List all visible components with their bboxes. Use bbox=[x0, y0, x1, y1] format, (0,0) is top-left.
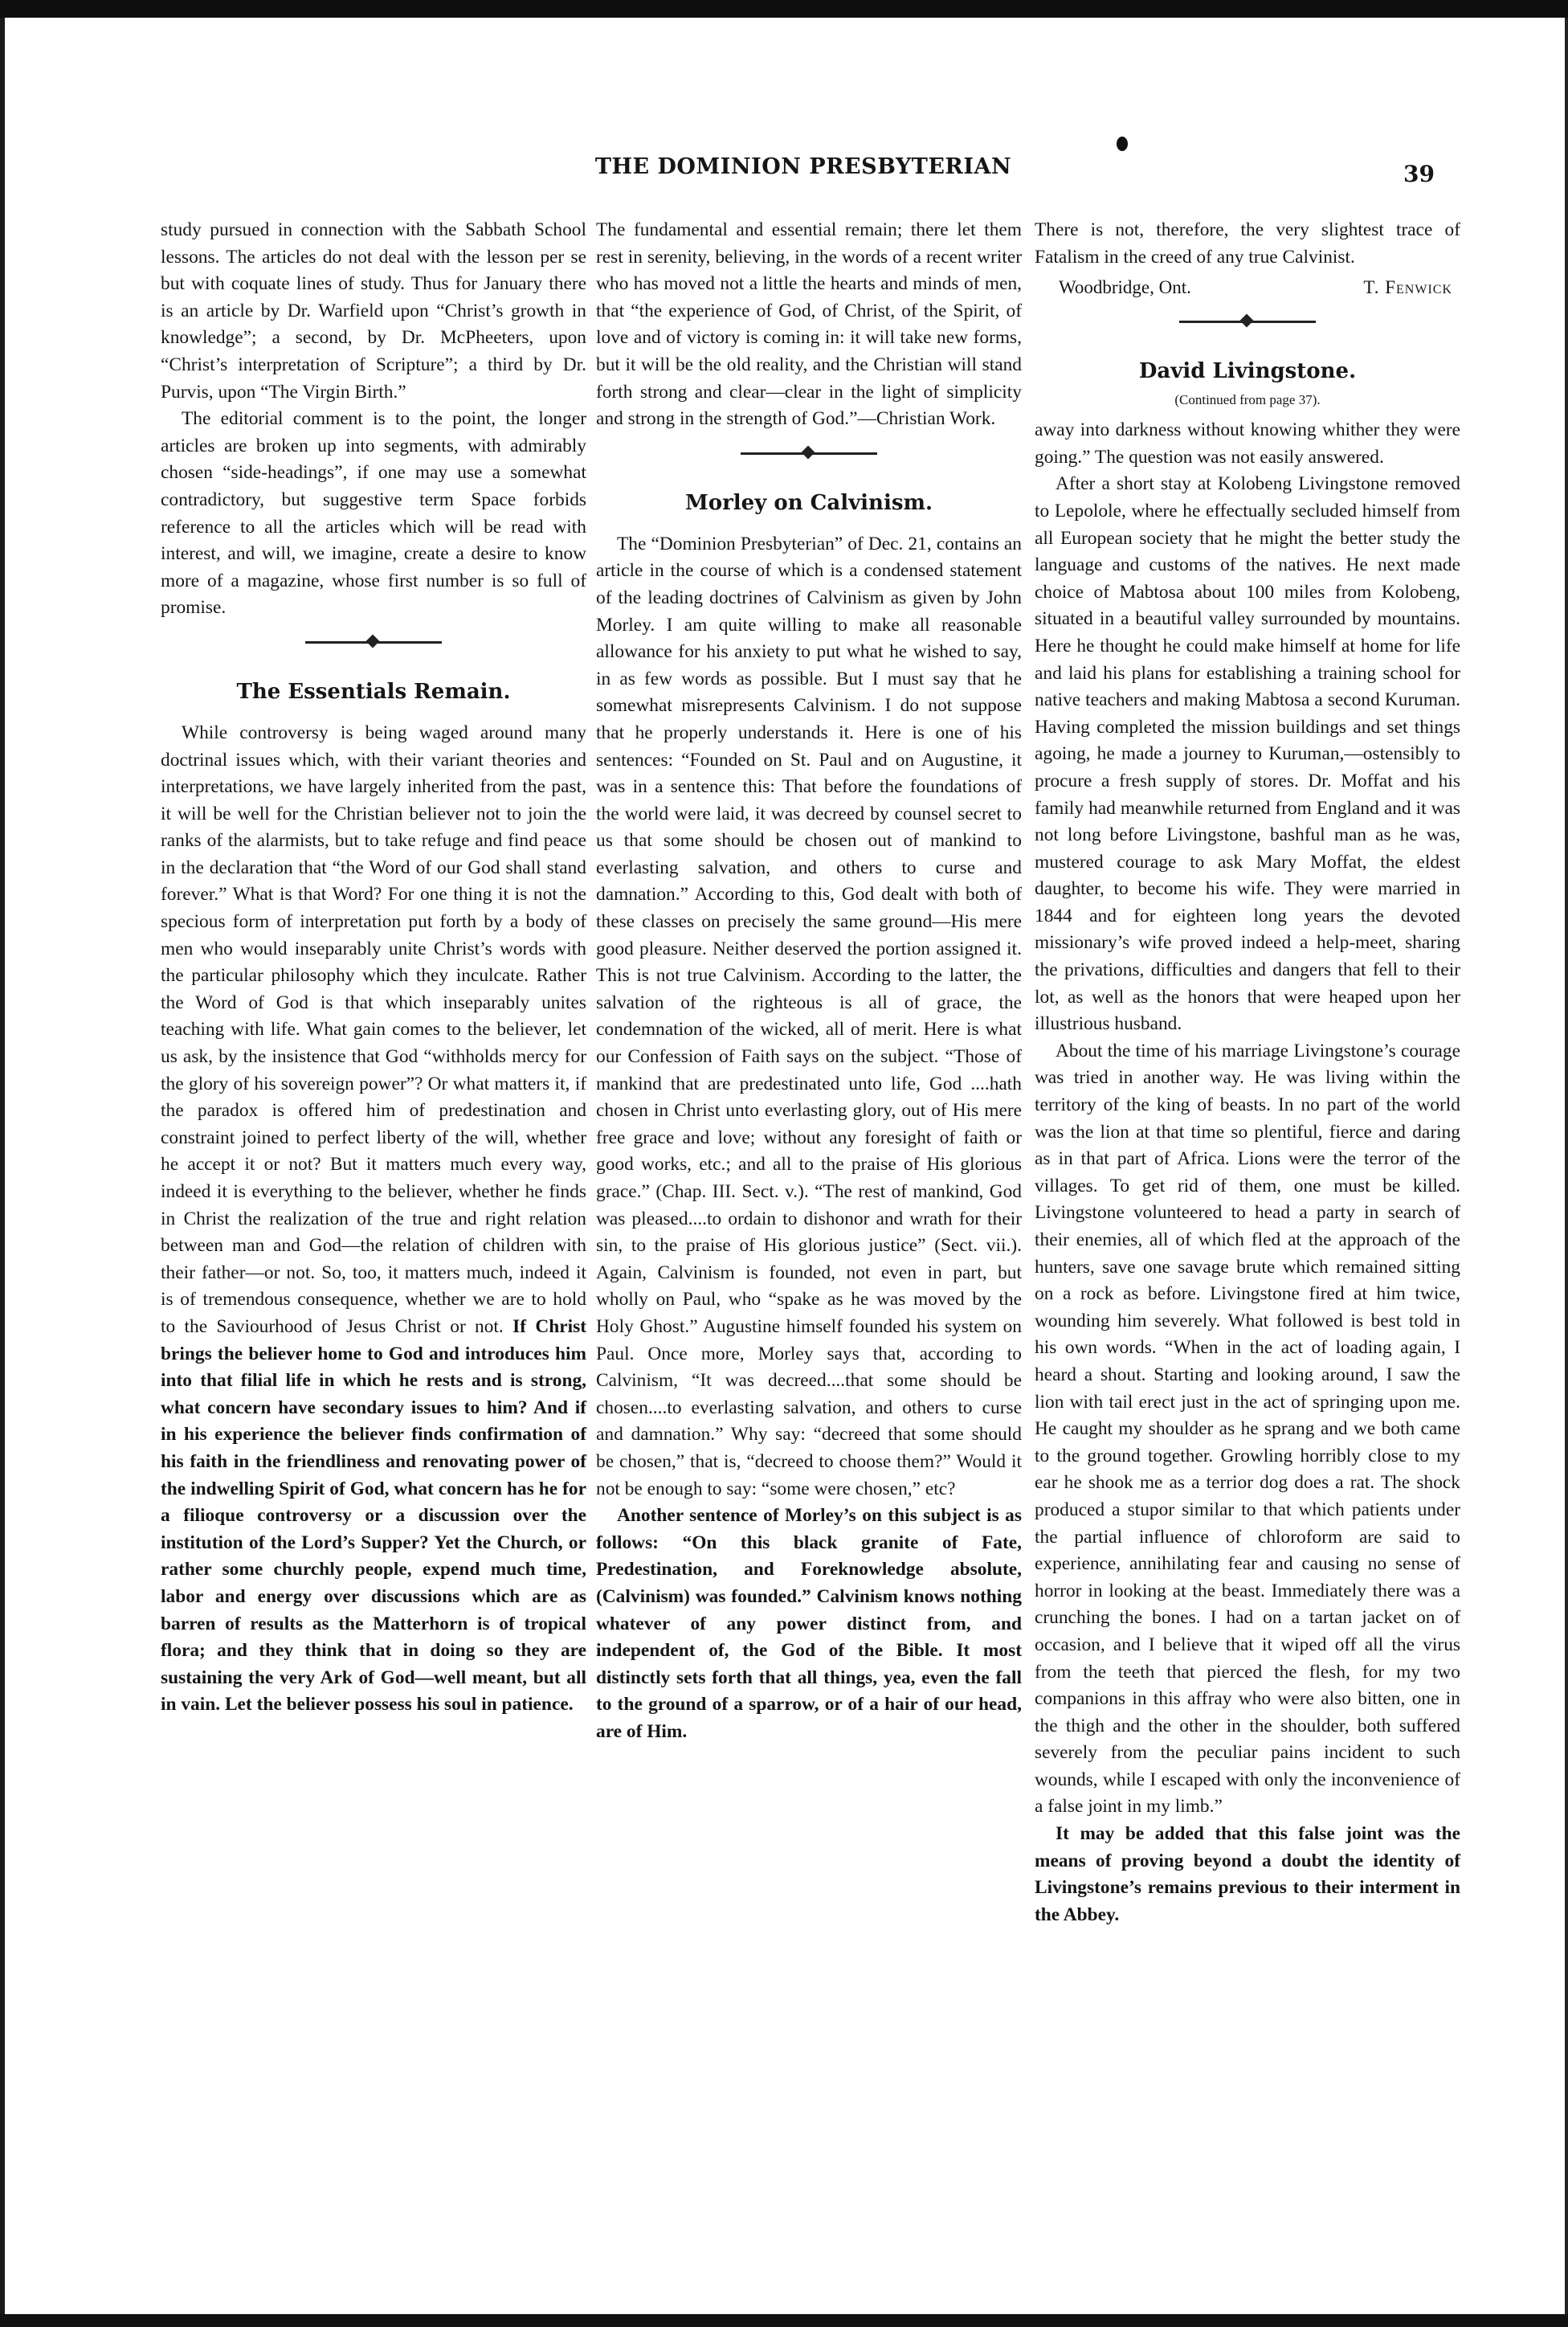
paragraph: It may be added that this false joint was the means of proving beyond a doubt the identity of Livingstone’s remains previous to their interment in the Abbey. bbox=[1035, 1823, 1460, 1925]
section-divider bbox=[1179, 314, 1316, 329]
paragraph-bold-text: If Christ brings the believer home to God and introduces him into that filial life in which he rests and is strong, what concern have secondary issues to him? And if in his experience the believer finds confirmation of his faith in the friendliness and renovating power of the indwelling Spirit of God, what concern has he for a filioque controversy or a discussion over the institution of the Lord’s Supper? Yet the Church, or rather some churchly people, expend much time, labor and energy over discussions which are as barren of results as the Matterhorn is of tropical flora; and they think that in doing so they are sustaining the very Ark of God—well meant, but all in vain. Let the believer possess his soul in patience. bbox=[161, 1315, 587, 1716]
article-heading-livingstone: David Livingstone. bbox=[1138, 359, 1357, 384]
paragraph: There is not, therefore, the very slightest trace of Fatalism in the creed of any true Calvinist. bbox=[1035, 219, 1460, 268]
paragraph: The editorial comment is to the point, the longer articles are broken up into segments, with admirably chosen “side-headings”, if one may use a somewhat contradictory, but suggestive term Space forbids reference to all the articles which will be read with interest, and will, we imagine, create a desire to know more of a magazine, whose first number is so full of promise. bbox=[161, 408, 586, 619]
article-heading-morley: Morley on Calvinism. bbox=[684, 490, 933, 515]
signature-name: T. Fenwick bbox=[1363, 277, 1452, 298]
column-middle bbox=[596, 217, 1022, 1745]
signature-place: Woodbridge, Ont. bbox=[1059, 277, 1191, 298]
ink-dot bbox=[1117, 137, 1128, 151]
scan-border-bottom bbox=[0, 2314, 1568, 2327]
column-right bbox=[1035, 217, 1460, 1928]
running-title: THE DOMINION PRESBYTERIAN bbox=[594, 154, 1012, 179]
continued-note: (Continued from page 37). bbox=[1174, 392, 1321, 408]
paragraph bbox=[161, 720, 586, 1719]
paragraph: The fundamental and essential remain; there let them rest in serenity, believing, in the words of a recent writer who has moved not a little the hearts and minds of men, that “the experience of God, of Christ, of the Spirit, of love and of victory is coming in: it will take new forms, but it will be the old reality, and the Christian will stand forth strong and clear—clear in the light of simplicity and strong in the strength of God.”—Christian Work. bbox=[596, 219, 1022, 430]
page-header bbox=[0, 154, 1568, 186]
page-number: 39 bbox=[1403, 161, 1435, 187]
scan-border-left bbox=[0, 18, 5, 2327]
scan-border-right bbox=[1565, 18, 1568, 2327]
signature-line bbox=[1035, 274, 1460, 301]
paragraph-text: While controversy is being waged around many doctrinal issues which, with their variant theories and interpretations, we have largely inherited from the past, it will be well for the Christian believer not to join the ranks of the alarmists, but to take refuge and find peace in the declaration that “the Word of our God shall stand forever.” What is that Word? For one thing it is not the specious form of interpretation put forth by a body of men who would inseparably unite Christ’s words with the particular philosophy which they inculcate. Rather the Word of God is that which inseparably unites teaching with life. What gain comes to the believer, let us ask, by the insistence that God “withholds mercy for the glory of his sovereign power”? Or what matters it, if the paradox is offered him of predestination and constraint joined to perfect liberty of the will, whether he accept it or not? But it matters much every way, indeed it is everything to the believer, whether he finds in Christ the realization of the true and right relation between man and God—the relation of children with their father—or not. So, too, it matters much, indeed it is of tremendous consequence, whether we are to hold to the Saviourhood of Jesus Christ or not. bbox=[161, 722, 586, 1337]
article-heading-essentials: The Essentials Remain. bbox=[236, 679, 511, 704]
section-divider bbox=[741, 446, 877, 460]
paragraph: study pursued in connection with the Sabbath School lessons. The articles do not deal with the lesson per se but with coquate lines of study. Thus for January there is an article by Dr. Warfield upon “Christ’s growth in knowledge”; a second, by Dr. McPheeters, upon “Christ’s interpretation of Scripture”; a third by Dr. Purvis, upon “The Virgin Birth.” bbox=[161, 219, 586, 403]
paragraph: About the time of his marriage Livingstone’s courage was tried in another way. He was living within the territory of the king of beasts. In no part of the world was the lion at that time so plentiful, fierce and daring as in that part of Africa. Lions were the terror of the villages. To get rid of them, one must be killed. Livingstone volunteered to head a party in search of their enemies, all of which fled at the approach of the hunters, save one savage brute which remained sitting on a rock as before. Livingstone fired at him twice, wounding him severely. What followed is best told in his own words. “When in the act of loading again, I heard a shout. Starting and looking around, I saw the lion with tail erect just in the act of springing upon me. He caught my shoulder as he sprang and we both came to the ground together. Growling horribly close to my ear he shook me as a terrior dog does a rat. The shock produced a stupor similar to that which patients under the partial influence of chloroform are said to experience, annihilating fear and causing no sense of horror in looking at the beast. Immediately there was a crunching the bones. I had on a tartan jacket on of occasion, and I believe that it wiped off all the virus from the teeth that pierced the flesh, for my two companions in this affray who were also bitten, one in the thigh and the other in the shoulder, both suffered severely from the peculiar pains incident to such wounds, while I escaped with only the inconvenience of a false joint in my limb.” bbox=[1035, 1040, 1460, 1818]
scan-border-top bbox=[0, 0, 1568, 18]
paragraph: After a short stay at Kolobeng Livingstone removed to Lepolole, where he effectually secluded himself from all European society that he might the better study the language and customs of the natives. He next made choice of Mabtosa about 100 miles from Kolobeng, situated in a beautiful valley surrounded by mountains. Here he thought he could make himself at home for life and laid his plans for establishing a training school for native teachers and making Mabtosa a second Kuruman. Having completed the mission buildings and set things agoing, he made a journey to Kuruman,—ostensibly to procure a fresh supply of stores. Dr. Moffat and his family had meanwhile returned from England and it was not long before Livingstone, bashful man as he was, mustered courage to ask Mary Moffat, the eldest daughter, to become his wife. They were married in 1844 and for eighteen long years the devoted missionary’s wife proved indeed a help-meet, sharing the privations, difficulties and dangers that fell to their lot, as well as the honors that were heaped upon her illustrious husband. bbox=[1035, 473, 1460, 1035]
section-divider bbox=[305, 635, 442, 649]
paragraph: Another sentence of Morley’s on this subject is as follows: “On this black granite of Fate, Predestination, and Foreknowledge absolute, (Calvinism) was founded.” Calvinism knows nothing whatever of any power distinct from, and independent of, the God of the Bible. It most distinctly sets forth that all things, yea, even the fall to the ground of a sparrow, or of a hair of our head, are of Him. bbox=[596, 1505, 1022, 1742]
paragraph: The “Dominion Presbyterian” of Dec. 21, contains an article in the course of which is a condensed statement of the leading doctrines of Calvinism as given by John Morley. I am quite willing to make all reasonable allowance for his anxiety to put what he wished to say, in as few words as possible. But I must say that he somewhat misrepresents Calvinism. I do not suppose that he properly understands it. Here is one of his sentences: “Founded on St. Paul and on Augustine, it was in a sentence this: That before the foundations of the world were laid, it was decreed by counsel secret to us that some should be chosen out of mankind to everlasting salvation, and others to curse and damnation.” According to this, God dealt with both of these classes on precisely the same ground—His mere good pleasure. Neither deserved the portion assigned it. This is not true Calvinism. According to the latter, the salvation of the righteous is all of grace, the condemnation of the wicked, all of merit. Here is what our Confession of Faith says on the subject. “Those of mankind that are predestinated unto life, God ....hath chosen in Christ unto everlasting glory, out of His mere free grace and love; without any foresight of faith or good works, etc.; and all to the praise of His glorious grace.” (Chap. III. Sect. v.). “The rest of mankind, God was pleased....to ordain to dishonor and wrath for their sin, to the praise of His glorious justice” (Sect. vii.). Again, Calvinism is founded, not even in part, but wholly on Paul, who “spake as he was moved by the Holy Ghost.” Augustine himself founded his system on Paul. Once more, Morley says that, according to Calvinism, “It was decreed....that some should be chosen....to everlasting salvation, and others to curse and damnation.” Why say: “decreed that some should be chosen,” that is, “decreed to choose them?” Would it not be enough to say: “some were chosen,” etc? bbox=[596, 533, 1022, 1499]
paragraph: away into darkness without knowing whither they were going.” The question was not easily answered. bbox=[1035, 419, 1460, 468]
column-left bbox=[161, 217, 586, 1719]
